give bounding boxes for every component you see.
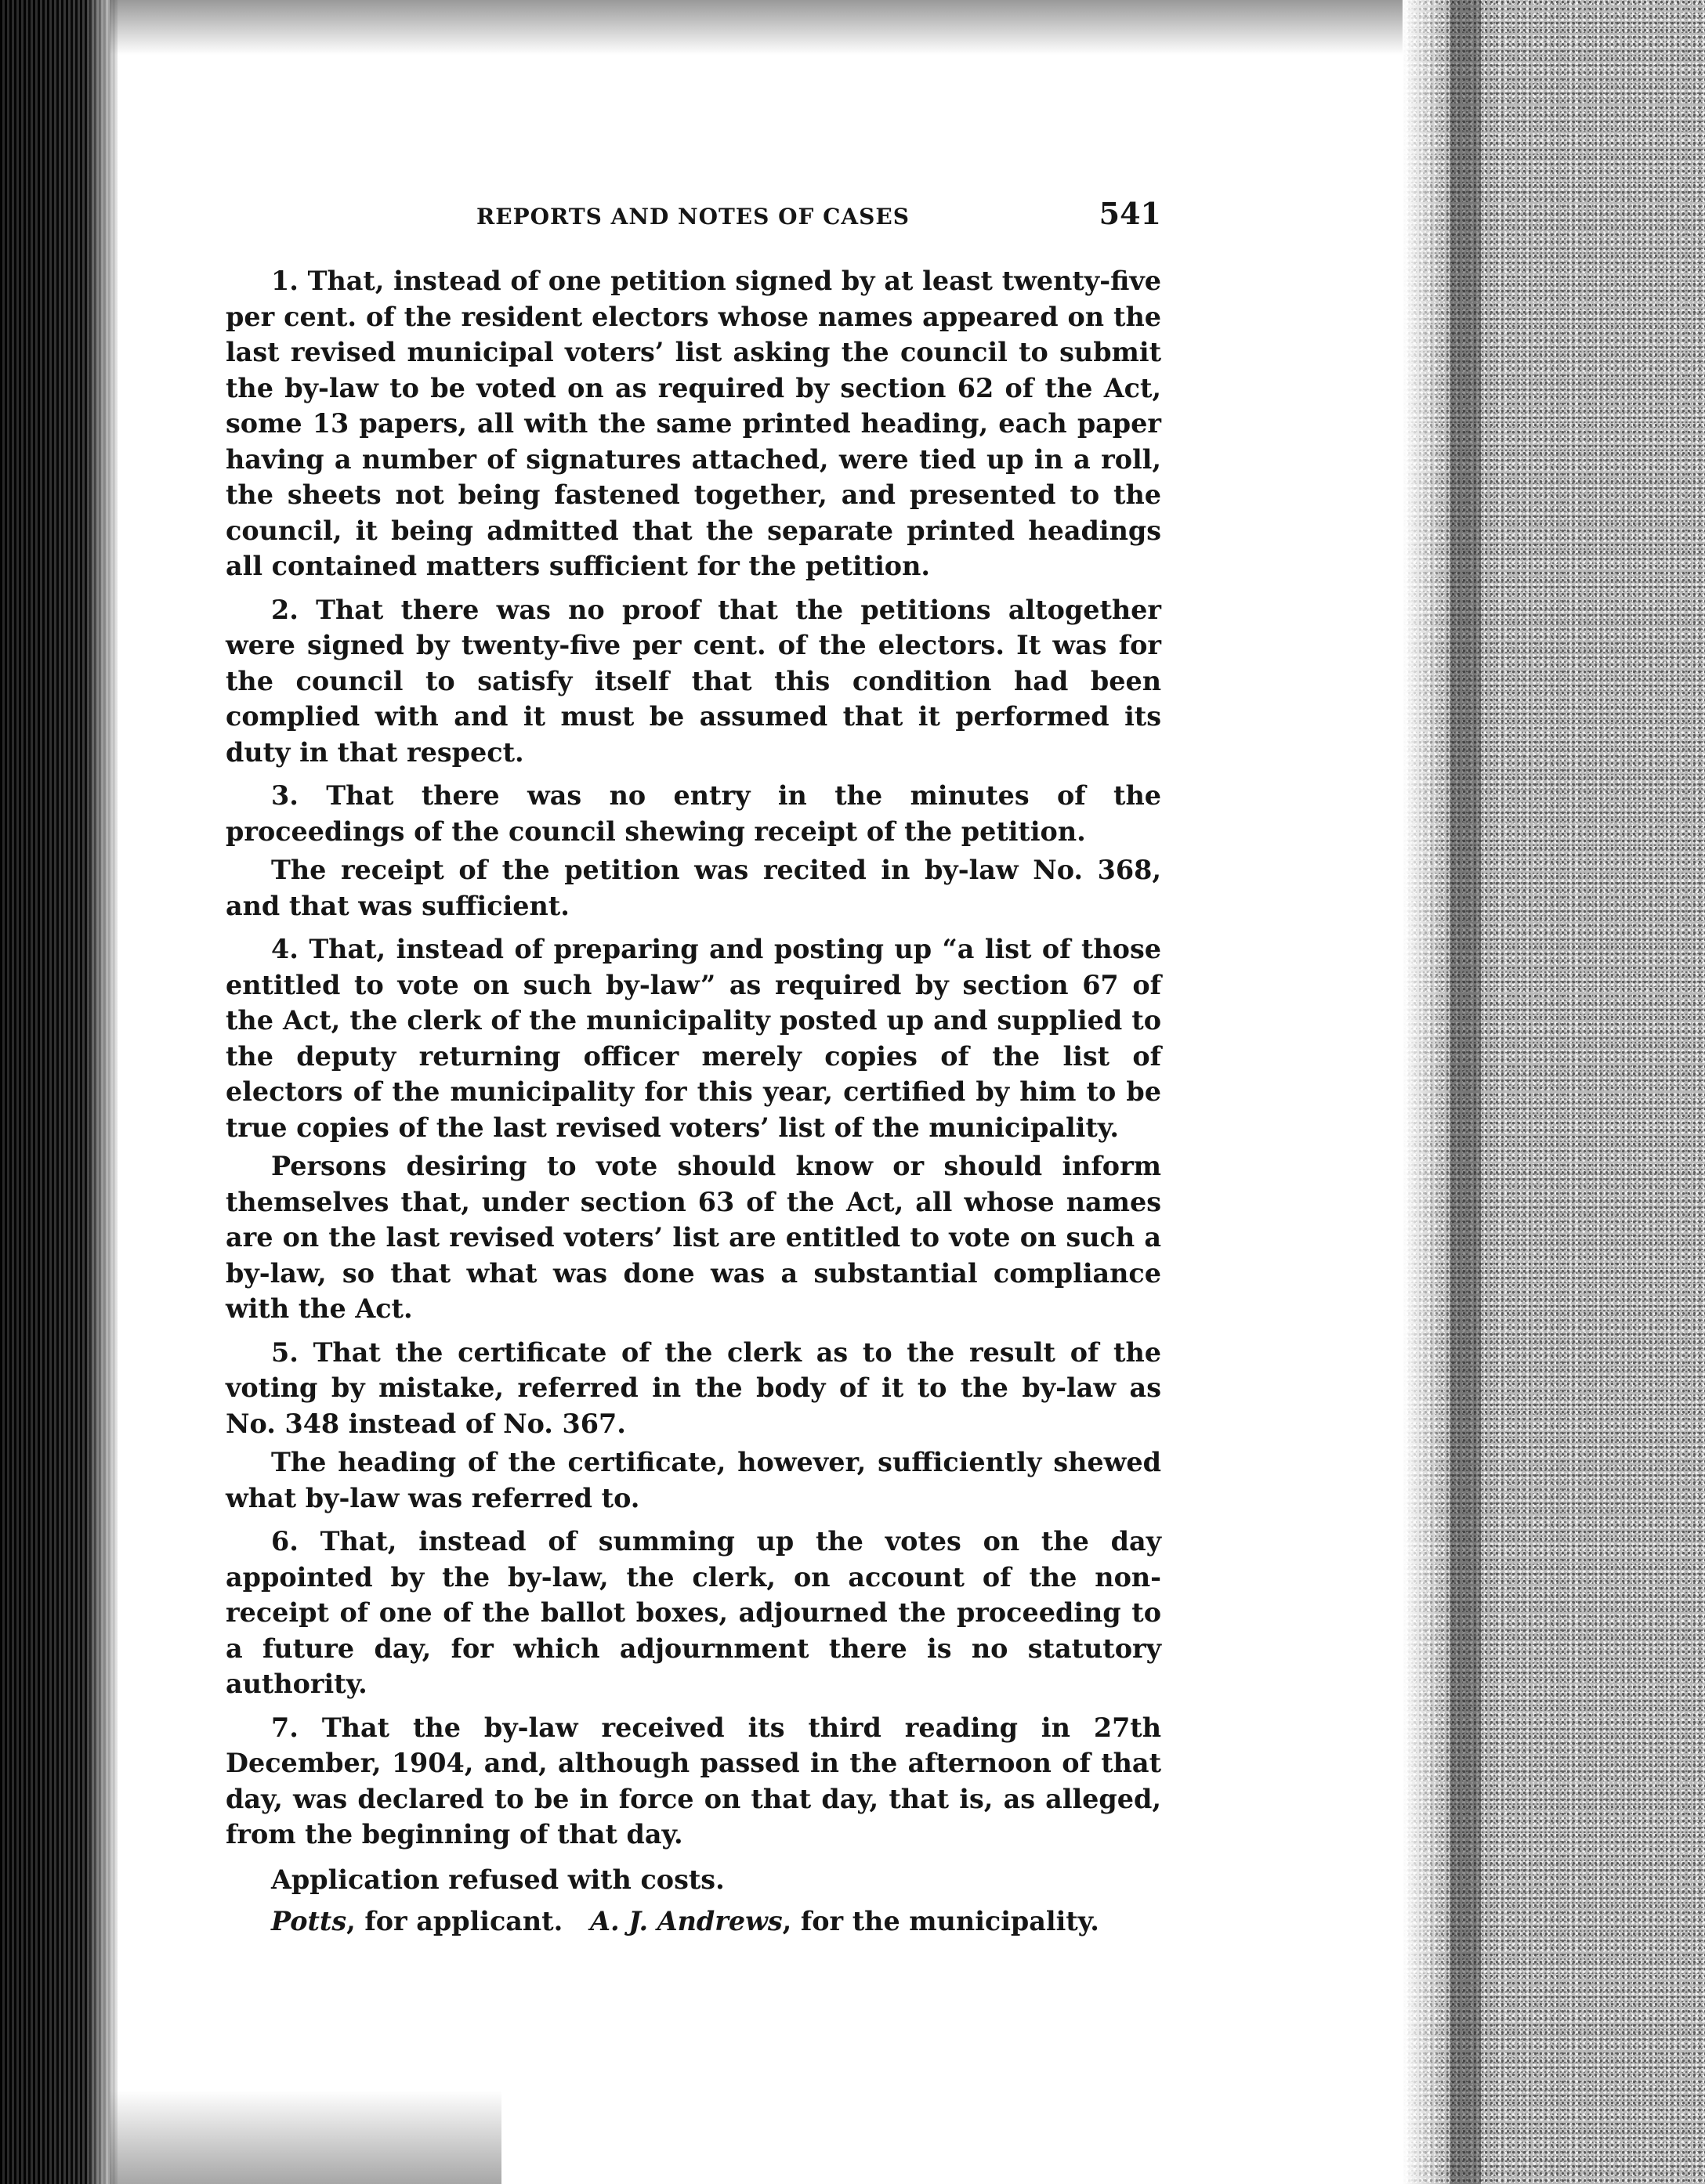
- paragraph-4: 4. That, instead of preparing and posting up “a list of those entitled to vote on such by-law” as required by section 67 of the Act, the clerk of the municipality posted up and supplied to the deputy returning officer merely copies of the list of electors of the municipality for this year, certified by him to be true copies of the last revised voters’ list of the municipality.: [226, 934, 1161, 1143]
- paragraph-6: 6. That, instead of summing up the votes on the day appointed by the by-law, the clerk, on account of the non-receipt of one of the ballot boxes, adjourned the proceeding to a future day, for which adjournment there is no statutory authority.: [226, 1526, 1161, 1699]
- scan-spine-band: [1450, 0, 1481, 2184]
- scan-bottom-shadow: [110, 2090, 501, 2184]
- paragraph-1: 1. That, instead of one petition signed by at least twenty-five per cent. of the resident electors whose names appeared on the last revised municipal voters’ list asking the council to submit the by-law to be voted on as required by section 62 of the Act, some 13 papers, all with the same printed heading, each paper having a number of signatures attached, were tied up in a roll, the sheets not being fastened together, and presented to the council, it being admitted that the separate printed headings all contained matters sufficient for the petition.: [226, 266, 1161, 581]
- counsel-line: [226, 1904, 1161, 1940]
- paragraph-5: 5. That the certificate of the clerk as to the result of the voting by mistake, referred in the body of it to the by-law as No. 348 instead of No. 367.: [226, 1336, 1161, 1439]
- result-line: Application refused with costs.: [271, 1864, 725, 1895]
- applicant-counsel-name: Potts: [271, 1906, 347, 1936]
- page-number: 541: [1099, 196, 1161, 231]
- case-text: [226, 263, 1161, 1940]
- paragraph-5-answer: The heading of the certificate, however, sufficiently shewed what by-law was referred to.: [226, 1447, 1161, 1513]
- paragraph-3: 3. That there was no entry in the minutes of the proceedings of the council shewing receipt of the petition.: [226, 780, 1161, 847]
- running-head-title: REPORTS AND NOTES OF CASES: [476, 204, 910, 230]
- scan-right-edge: [1403, 0, 1705, 2184]
- respondent-counsel-name: A. J. Andrews: [590, 1906, 783, 1936]
- scan-binding-shadow: [0, 0, 118, 2184]
- scan-top-shadow: [110, 0, 1410, 55]
- paragraph-7: 7. That the by-law received its third reading in 27th December, 1904, and, although passed in the afternoon of that day, was declared to be in force on that day, that is, as alleged, from the beginning of that day.: [226, 1712, 1161, 1850]
- paragraph-4-answer: Persons desiring to vote should know or should inform themselves that, under section 63 of the Act, all whose names are on the last revised voters’ list are entitled to vote on such a by-law, so that what was done was a substantial compliance with the Act.: [226, 1151, 1161, 1324]
- paragraph-3-answer: The receipt of the petition was recited in by-law No. 368, and that was sufficient.: [226, 855, 1161, 921]
- applicant-counsel-role: , for applicant.: [346, 1906, 563, 1936]
- running-head: [226, 196, 1161, 251]
- paragraph-2: 2. That there was no proof that the petitions altogether were signed by twenty-five per cent. of the electors. It was for the council to satisfy itself that this condition had been complied with and it must be assumed that it performed its duty in that respect.: [226, 594, 1161, 768]
- page-body: [226, 196, 1161, 1943]
- respondent-counsel-role: , for the municipality.: [782, 1906, 1099, 1936]
